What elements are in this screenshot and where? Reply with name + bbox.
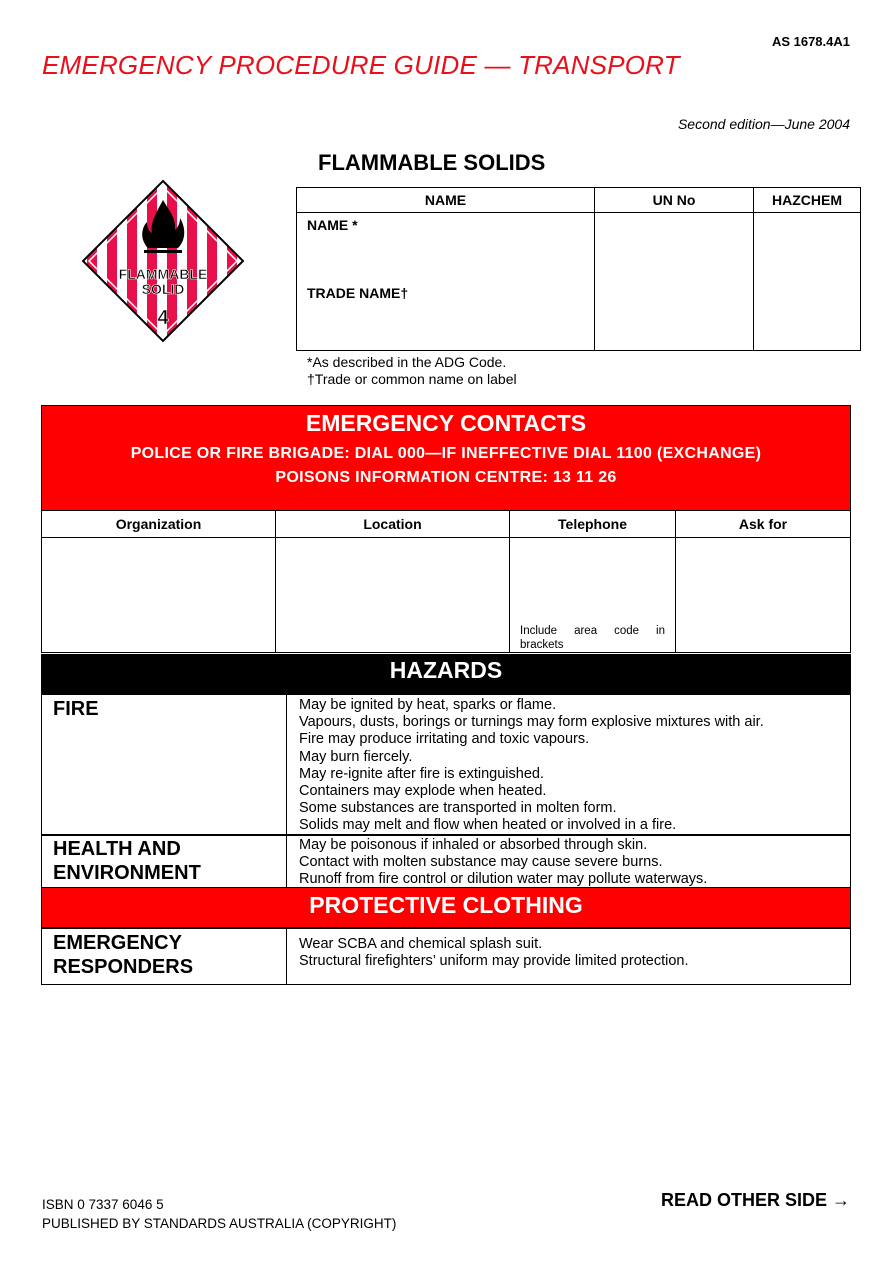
emergency-responders-row [41, 928, 851, 985]
location-entry-cell[interactable] [276, 538, 510, 653]
footnote-adg: *As described in the ADG Code. [307, 354, 507, 370]
un-no-entry-cell[interactable] [595, 213, 754, 351]
fire-line: Vapours, dusts, borings or turnings may form explosive mixtures with air. [299, 714, 764, 731]
fire-line: May be ignited by heat, sparks or flame. [299, 697, 557, 713]
fire-label: FIRE [42, 695, 287, 836]
footnote-trade: †Trade or common name on label [307, 371, 517, 387]
fire-line: Some substances are transported in molten form. [299, 800, 617, 817]
hazchem-header: HAZCHEM [754, 188, 861, 213]
responders-label-line2: RESPONDERS [53, 956, 194, 978]
telephone-header: Telephone [510, 511, 676, 538]
location-header: Location [276, 511, 510, 538]
ask-for-header: Ask for [676, 511, 851, 538]
health-label-line1: HEALTH AND [53, 838, 181, 860]
emergency-contacts-banner [41, 405, 851, 511]
fire-line: Containers may explode when heated. [299, 783, 547, 800]
isbn: ISBN 0 7337 6046 5 [42, 1197, 164, 1212]
edition-note: Second edition—June 2004 [677, 116, 850, 132]
placard-class-number: 4 [157, 307, 169, 329]
protective-clothing-text [287, 929, 851, 985]
publisher: PUBLISHED BY STANDARDS AUSTRALIA (COPYRIGHT) [42, 1216, 397, 1231]
telephone-entry-cell[interactable] [510, 538, 676, 653]
flammable-solid-placard [80, 178, 246, 344]
protective-line: Structural firefighters’ uniform may provide limited protection. [299, 953, 689, 970]
telephone-note: Include area code in brackets [520, 625, 665, 651]
placard-line1: FLAMMABLE [118, 266, 208, 282]
health-environment-row [41, 834, 851, 890]
page-title: EMERGENCY PROCEDURE GUIDE — TRANSPORT [42, 50, 680, 80]
fire-line: Fire may produce irritating and toxic vapours. [299, 731, 590, 748]
protective-line: Wear SCBA and chemical splash suit. [299, 936, 543, 952]
name-header: NAME [297, 188, 595, 213]
trade-name-label: TRADE NAME† [307, 285, 409, 301]
footer-publication-info [42, 1195, 396, 1233]
health-environment-label [42, 835, 287, 890]
read-other-side: READ OTHER SIDE → [660, 1190, 850, 1210]
section-title: FLAMMABLE SOLIDS [318, 150, 546, 175]
contacts-table [41, 510, 851, 653]
name-table [296, 187, 861, 351]
name-label: NAME * [307, 217, 358, 233]
health-line: Contact with molten substance may cause severe burns. [299, 854, 663, 871]
fire-hazards-row [41, 694, 851, 836]
hazchem-entry-cell[interactable] [754, 213, 861, 351]
health-label-line2: ENVIRONMENT [53, 862, 201, 884]
health-hazard-text [287, 835, 851, 890]
placard-line2: SOLID [141, 281, 185, 297]
emergency-responders-label [42, 929, 287, 985]
organization-entry-cell[interactable] [42, 538, 276, 653]
ask-for-entry-cell[interactable] [676, 538, 851, 653]
un-no-header: UN No [595, 188, 754, 213]
health-line: May be poisonous if inhaled or absorbed through skin. [299, 837, 648, 853]
police-fire-line: POLICE OR FIRE BRIGADE: DIAL 000—IF INEFFECTIVE DIAL 1100 (EXCHANGE) [130, 445, 762, 462]
emergency-contacts-title: EMERGENCY CONTACTS [305, 410, 587, 436]
name-footnotes [307, 354, 517, 388]
organization-header: Organization [42, 511, 276, 538]
protective-clothing-title: PROTECTIVE CLOTHING [41, 887, 851, 928]
health-line: Runoff from fire control or dilution water may pollute waterways. [299, 871, 708, 888]
hazards-title: HAZARDS [41, 654, 851, 694]
responders-label-line1: EMERGENCY [53, 932, 182, 954]
name-entry-cell[interactable] [297, 213, 595, 351]
fire-line: May burn fiercely. [299, 748, 413, 765]
fire-line: May re-ignite after fire is extinguished. [299, 765, 544, 782]
fire-hazard-text [287, 695, 851, 836]
poisons-line: POISONS INFORMATION CENTRE: 13 11 26 [275, 469, 617, 486]
fire-line: Solids may melt and flow when heated or involved in a fire. [299, 817, 677, 834]
standard-number: AS 1678.4A1 [771, 34, 850, 49]
